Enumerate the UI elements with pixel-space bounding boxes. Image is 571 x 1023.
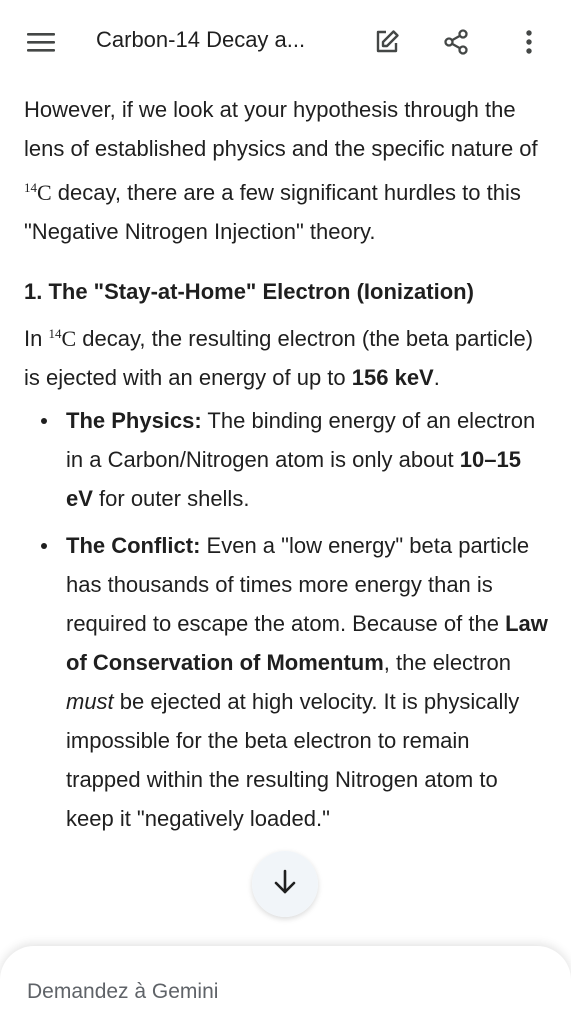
share-icon[interactable] — [438, 24, 474, 60]
isotope-c14: $^{14}$C — [48, 326, 77, 351]
section-heading: 1. The "Stay-at-Home" Electron (Ionization) — [24, 279, 474, 304]
more-vert-icon[interactable] — [511, 24, 547, 60]
prompt-input-bar[interactable] — [0, 946, 571, 1023]
bullet-dot — [41, 543, 47, 549]
bullet-dot — [41, 418, 47, 424]
prompt-input[interactable]: Demandez à Gemini — [27, 980, 219, 1003]
response-paragraph: However, if we look at your hypothesis through the lens of established physics and the specific nature of $^{14}$C decay, there are a few significant hurdles to this "Negative Nitrogen Injection" theory. — [24, 97, 538, 244]
conversation-title[interactable]: Carbon-14 Decay a... — [96, 27, 306, 52]
scroll-to-bottom-button[interactable] — [252, 851, 318, 917]
top-app-bar — [0, 0, 571, 82]
isotope-c14: $^{14}$C — [24, 180, 52, 205]
response-paragraph: In $^{14}$C decay, the resulting electron (the beta particle) is ejected with an energy of up to 156 keV. — [24, 326, 534, 390]
hamburger-menu-icon[interactable] — [23, 24, 59, 60]
energy-value: 156 keV — [351, 365, 434, 390]
edit-icon[interactable] — [369, 24, 405, 60]
arrow-down-icon — [272, 868, 298, 901]
bullet-list — [24, 401, 549, 838]
response-content — [24, 90, 549, 846]
list-item: The Conflict: Even a "low energy" beta particle has thousands of times more energy than is required to escape the atom. Because of the Law of Conservation of Momentum, the electron must be ejected at high velocity. It is physically impossible for the beta electron to remain trapped within the resulting Nitrogen atom to keep it "negatively loaded." — [24, 526, 549, 838]
list-item: The Physics: The binding energy of an electron in a Carbon/Nitrogen atom is only about 10–15 eV for outer shells. — [24, 401, 549, 518]
